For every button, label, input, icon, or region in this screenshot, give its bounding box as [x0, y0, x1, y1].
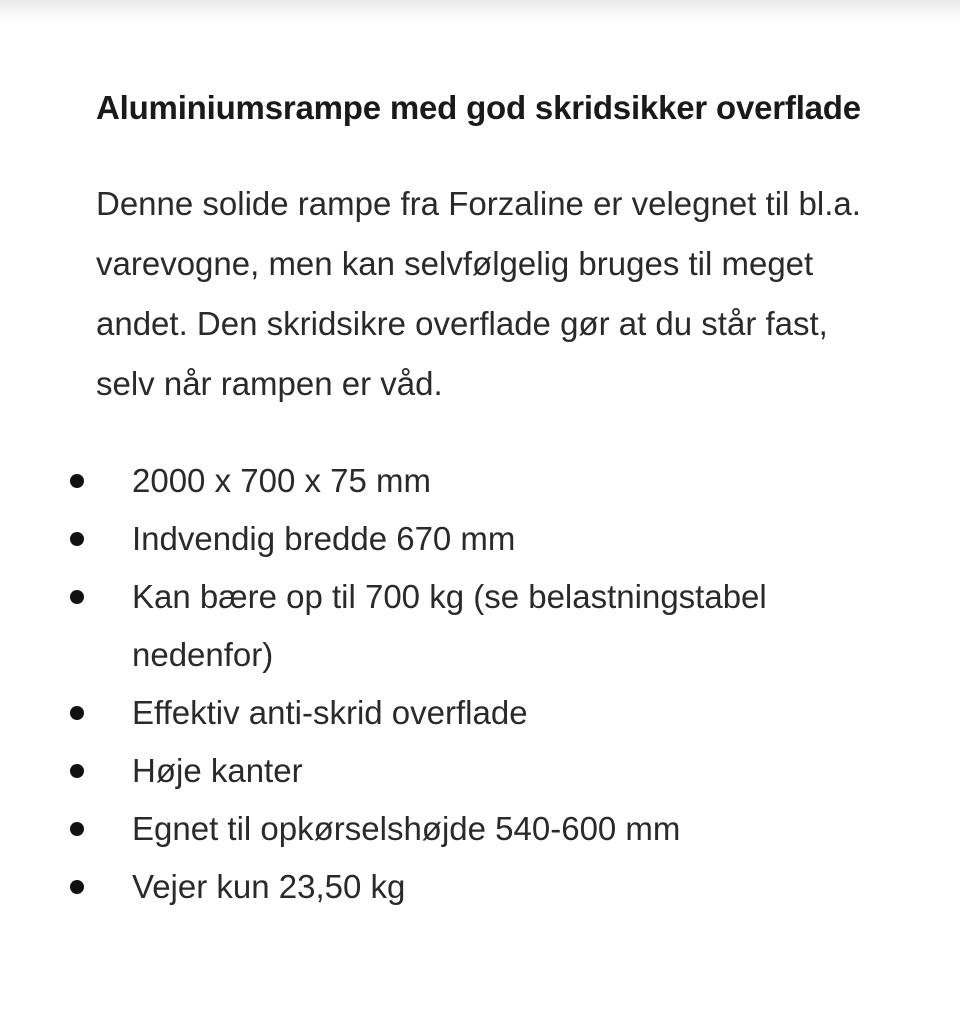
- bullet-icon: [70, 764, 84, 778]
- spec-text: 2000 x 700 x 75 mm: [132, 462, 431, 499]
- spec-text: Indvendig bredde 670 mm: [132, 520, 516, 557]
- bullet-icon: [70, 822, 84, 836]
- bullet-icon: [70, 532, 84, 546]
- spec-item-inner-width: [36, 510, 876, 568]
- section-heading: Aluminiumsrampe med god skridsikker overflade: [96, 89, 861, 126]
- spec-item-weight: [36, 858, 876, 916]
- spec-item-dimensions: [36, 452, 876, 510]
- spec-text: Kan bære op til 700 kg (se belastningstabel nedenfor): [132, 578, 767, 673]
- spec-item-capacity: [36, 568, 876, 684]
- spec-list: [36, 452, 876, 916]
- top-edge-shadow: [0, 0, 960, 24]
- bullet-icon: [70, 880, 84, 894]
- spec-text: Vejer kun 23,50 kg: [132, 868, 406, 905]
- product-description-section: [96, 78, 876, 916]
- spec-item-high-edges: [36, 742, 876, 800]
- bullet-icon: [70, 474, 84, 488]
- description-paragraph: Denne solide rampe fra Forzaline er velegnet til bl.a. varevogne, men kan selvfølgelig bruges til meget andet. Den skridsikre overflade gør at du står fast, selv når rampen er våd.: [96, 185, 861, 402]
- spec-text: Høje kanter: [132, 752, 303, 789]
- bullet-icon: [70, 590, 84, 604]
- spec-text: Effektiv anti-skrid overflade: [132, 694, 528, 731]
- spec-text: Egnet til opkørselshøjde 540-600 mm: [132, 810, 681, 847]
- bullet-icon: [70, 706, 84, 720]
- spec-item-anti-slip: [36, 684, 876, 742]
- spec-item-loading-height: [36, 800, 876, 858]
